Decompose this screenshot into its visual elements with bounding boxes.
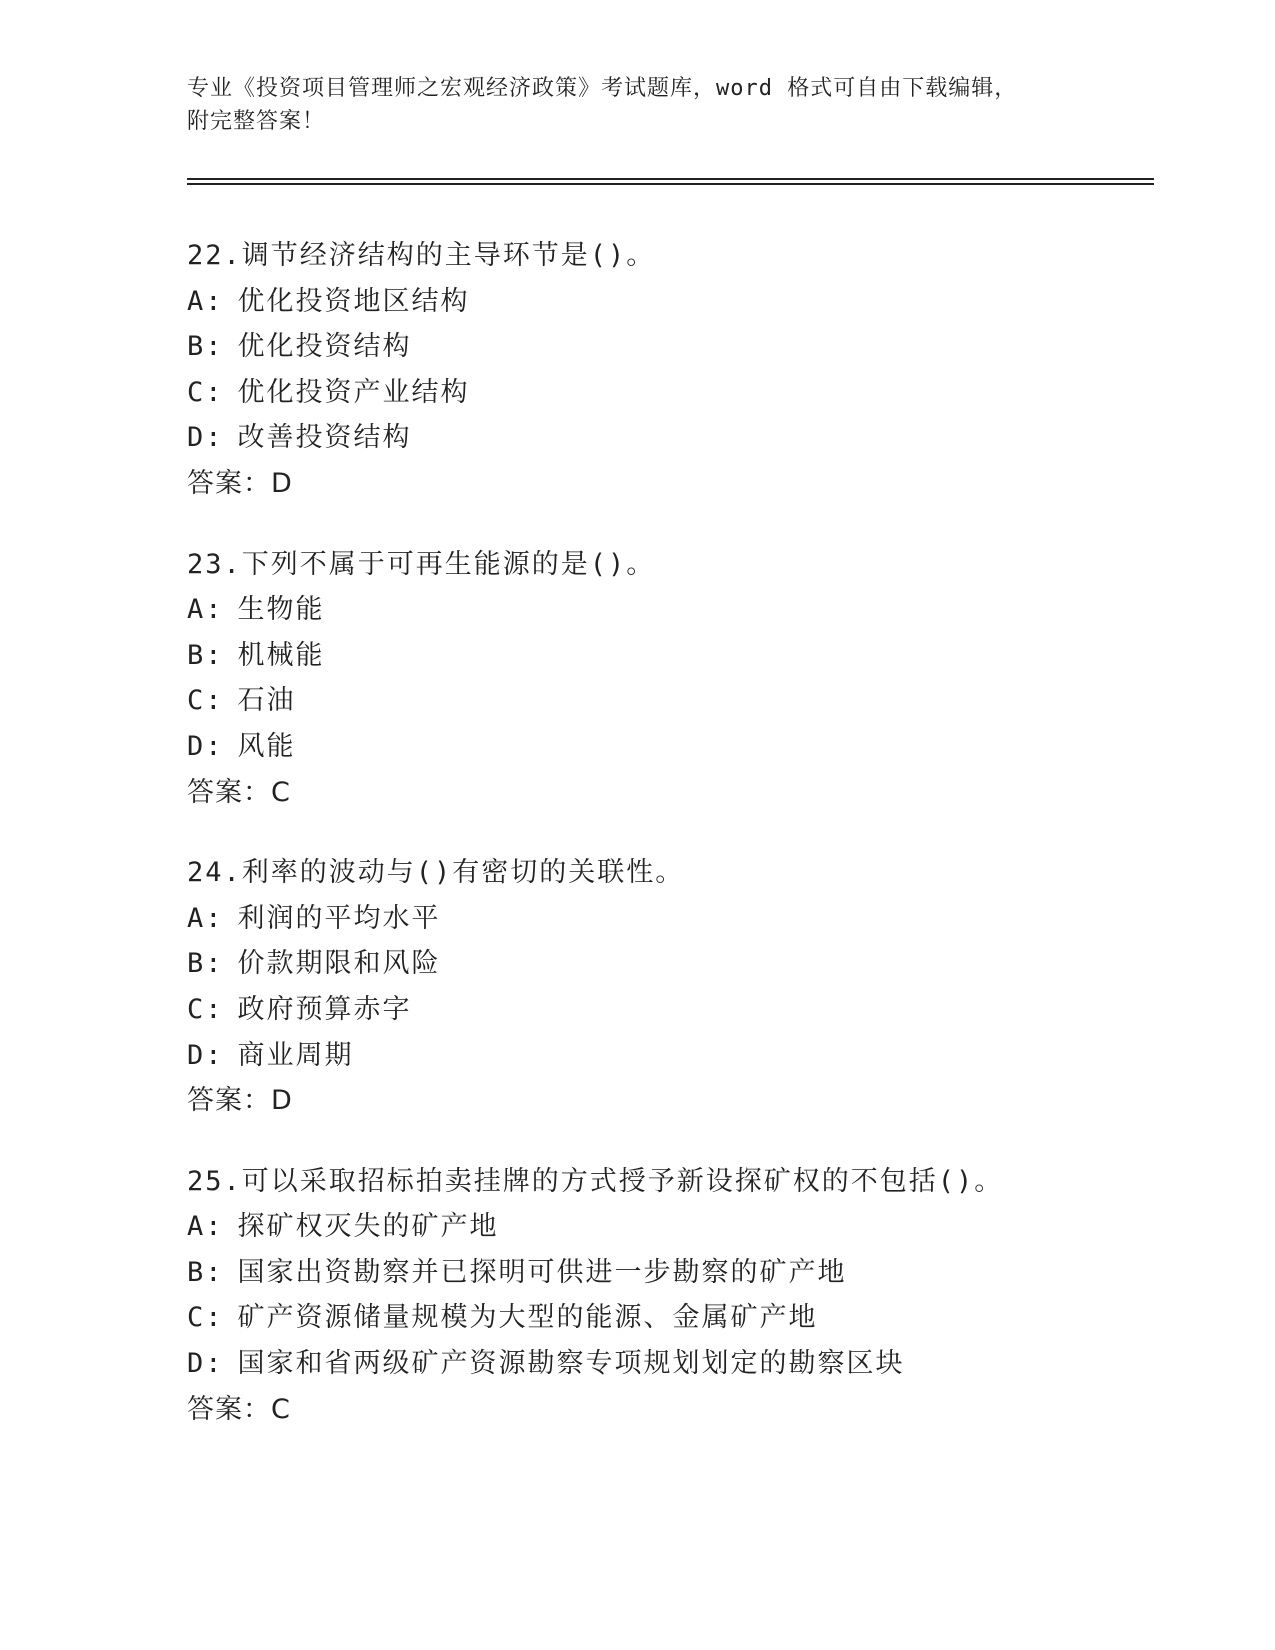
option-prefix: A: (187, 1211, 224, 1243)
option-text: 探矿权灭失的矿产地 (237, 1211, 499, 1243)
option-text: 优化投资结构 (237, 331, 412, 363)
option-prefix: B: (187, 1256, 224, 1288)
option-prefix: A: (187, 285, 224, 317)
option-prefix: D: (187, 1039, 224, 1071)
option-d (187, 724, 1167, 770)
option-a (187, 587, 1167, 633)
answer-line: 答案：C (187, 776, 291, 808)
option-prefix: C: (187, 376, 224, 408)
option-prefix: A: (187, 594, 224, 626)
option-d (187, 415, 1167, 461)
option-text: 矿产资源储量规模为大型的能源、金属矿产地 (237, 1302, 818, 1334)
option-prefix: B: (187, 639, 224, 671)
question-stem: 24.利率的波动与()有密切的关联性。 (187, 857, 685, 889)
option-text: 商业周期 (237, 1039, 354, 1071)
option-c (187, 678, 1167, 724)
option-text: 国家和省两级矿产资源勘察专项规划划定的勘察区块 (237, 1348, 905, 1380)
option-c (187, 370, 1167, 416)
option-text: 风能 (237, 730, 296, 762)
option-a (187, 896, 1167, 942)
answer-line: 答案：D (187, 467, 293, 499)
option-text: 改善投资结构 (237, 422, 412, 454)
option-text: 优化投资地区结构 (237, 285, 470, 317)
question-stem: 25.可以采取招标拍卖挂牌的方式授予新设探矿权的不包括()。 (187, 1165, 1004, 1197)
option-b (187, 1250, 1167, 1296)
header-rule-top (187, 178, 1154, 180)
option-text: 利润的平均水平 (237, 902, 441, 934)
option-a (187, 279, 1167, 325)
option-b (187, 633, 1167, 679)
option-prefix: B: (187, 948, 224, 980)
option-text: 石油 (237, 685, 296, 717)
option-text: 机械能 (237, 639, 325, 671)
option-prefix: C: (187, 993, 224, 1025)
option-a (187, 1204, 1167, 1250)
question-stem: 22.调节经济结构的主导环节是()。 (187, 240, 656, 271)
question-24 (187, 850, 1167, 1124)
option-b (187, 941, 1167, 987)
answer-line: 答案：C (187, 1393, 291, 1425)
option-prefix: B: (187, 331, 224, 363)
header-line-2: 附完整答案！ (187, 109, 326, 134)
option-text: 价款期限和风险 (237, 948, 441, 980)
option-prefix: A: (187, 902, 224, 934)
answer-line: 答案：D (187, 1085, 293, 1117)
question-stem: 23.下列不属于可再生能源的是()。 (187, 548, 656, 580)
option-prefix: C: (187, 1302, 224, 1334)
document-header (187, 72, 1087, 138)
header-line-1: 专业《投资项目管理师之宏观经济政策》考试题库，word 格式可自由下载编辑， (187, 76, 1018, 101)
question-25 (187, 1159, 1167, 1433)
question-22 (187, 233, 1167, 507)
option-text: 优化投资产业结构 (237, 376, 470, 408)
option-b (187, 324, 1167, 370)
question-23 (187, 542, 1167, 816)
header-rule-bottom (187, 183, 1154, 185)
option-c (187, 1295, 1167, 1341)
option-prefix: D: (187, 1348, 224, 1380)
option-d (187, 1033, 1167, 1079)
option-prefix: D: (187, 422, 224, 454)
option-prefix: D: (187, 730, 224, 762)
option-text: 政府预算赤字 (237, 993, 412, 1025)
option-text: 生物能 (237, 594, 325, 626)
question-list (187, 233, 1167, 1467)
option-prefix: C: (187, 685, 224, 717)
option-d (187, 1341, 1167, 1387)
option-c (187, 987, 1167, 1033)
option-text: 国家出资勘察并已探明可供进一步勘察的矿产地 (237, 1256, 847, 1288)
